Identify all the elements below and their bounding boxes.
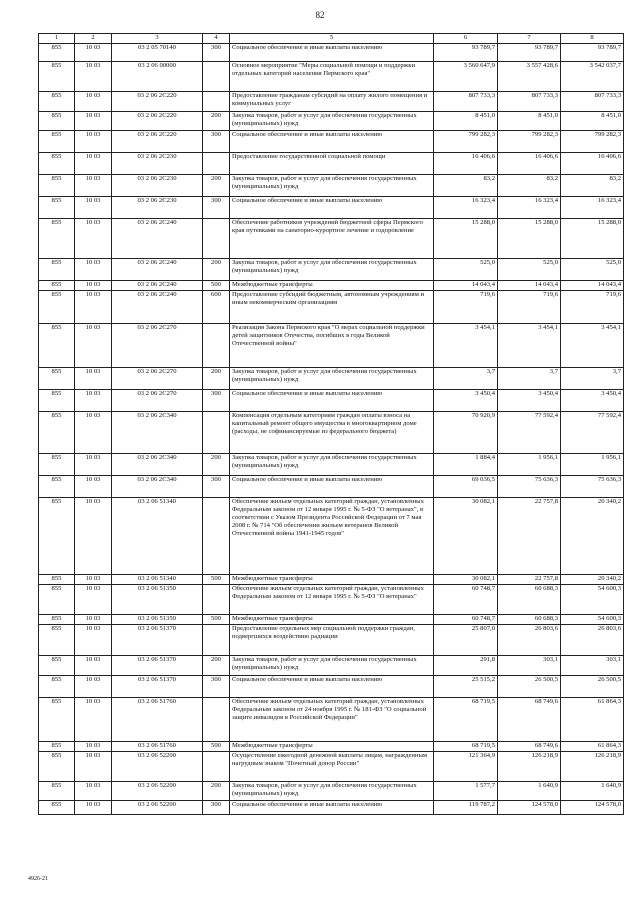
amount-year3-cell: 26 803,6 xyxy=(561,625,624,656)
item-name-cell: Закупка товаров, работ и услуг для обеспечения государственных (муниципальных) нужд xyxy=(230,368,434,390)
table-row xyxy=(39,324,624,368)
admin-code-cell: 855 xyxy=(39,197,75,219)
amount-year3-cell: 77 592,4 xyxy=(561,412,624,454)
amount-year2-cell: 15 288,0 xyxy=(498,219,561,259)
amount-year3-cell: 54 600,3 xyxy=(561,615,624,625)
article-code-cell: 03 2 06 2С240 xyxy=(112,219,203,259)
item-name-cell: Компенсация отдельным категориям граждан оплаты взноса на капитальный ремонт общего имущества в многоквартирном доме (расходы, не софинансируемые из федерального бюджета) xyxy=(230,412,434,454)
amount-year3-cell: 3 542 037,7 xyxy=(561,62,624,92)
amount-year2-cell: 68 749,6 xyxy=(498,698,561,742)
amount-year3-cell: 3 450,4 xyxy=(561,390,624,412)
expense-type-cell: 300 xyxy=(203,476,230,498)
amount-year1-cell: 93 789,7 xyxy=(434,44,498,62)
table-row xyxy=(39,92,624,112)
expense-type-cell: 200 xyxy=(203,656,230,676)
column-number: 7 xyxy=(498,34,561,44)
admin-code-cell: 855 xyxy=(39,498,75,575)
expense-type-cell: 200 xyxy=(203,454,230,476)
section-code-cell: 10 03 xyxy=(75,291,112,324)
item-name-cell: Социальное обеспечение и иные выплаты населению xyxy=(230,390,434,412)
column-number: 3 xyxy=(112,34,203,44)
amount-year3-cell: 1 640,9 xyxy=(561,782,624,801)
item-name-cell: Социальное обеспечение и иные выплаты населению xyxy=(230,197,434,219)
admin-code-cell: 855 xyxy=(39,62,75,92)
item-name-cell: Предоставление гражданам субсидий на оплату жилого помещения и коммунальных услуг xyxy=(230,92,434,112)
expense-type-cell: 600 xyxy=(203,291,230,324)
amount-year1-cell: 70 920,9 xyxy=(434,412,498,454)
amount-year3-cell: 1 956,1 xyxy=(561,454,624,476)
amount-year2-cell: 3 454,1 xyxy=(498,324,561,368)
table-row xyxy=(39,368,624,390)
amount-year3-cell: 124 578,0 xyxy=(561,801,624,815)
article-code-cell: 03 2 06 2С270 xyxy=(112,368,203,390)
column-number: 6 xyxy=(434,34,498,44)
item-name-cell: Социальное обеспечение и иные выплаты населению xyxy=(230,676,434,698)
table-row xyxy=(39,281,624,291)
expense-type-cell xyxy=(203,219,230,259)
amount-year2-cell: 60 688,3 xyxy=(498,585,561,615)
amount-year2-cell: 3,7 xyxy=(498,368,561,390)
amount-year2-cell: 1 956,1 xyxy=(498,454,561,476)
table-row xyxy=(39,153,624,175)
admin-code-cell: 855 xyxy=(39,454,75,476)
item-name-cell: Социальное обеспечение и иные выплаты населению xyxy=(230,476,434,498)
article-code-cell: 03 2 06 2С270 xyxy=(112,390,203,412)
article-code-cell: 03 2 06 2С240 xyxy=(112,281,203,291)
amount-year2-cell: 719,6 xyxy=(498,291,561,324)
amount-year2-cell: 525,0 xyxy=(498,259,561,281)
section-code-cell: 10 03 xyxy=(75,412,112,454)
section-code-cell: 10 03 xyxy=(75,197,112,219)
section-code-cell: 10 03 xyxy=(75,656,112,676)
amount-year3-cell: 93 789,7 xyxy=(561,44,624,62)
item-name-cell: Закупка товаров, работ и услуг для обеспечения государственных (муниципальных) нужд xyxy=(230,656,434,676)
amount-year2-cell: 8 451,0 xyxy=(498,112,561,131)
item-name-cell: Предоставление отдельных мер социальной поддержки граждан, подвергшихся воздействию радиации xyxy=(230,625,434,656)
amount-year1-cell: 1 577,7 xyxy=(434,782,498,801)
table-body xyxy=(39,44,624,815)
table-row xyxy=(39,676,624,698)
table-row xyxy=(39,197,624,219)
amount-year1-cell: 3,7 xyxy=(434,368,498,390)
amount-year2-cell: 22 757,8 xyxy=(498,575,561,585)
amount-year1-cell: 3 560 647,9 xyxy=(434,62,498,92)
column-number: 8 xyxy=(561,34,624,44)
amount-year2-cell: 3 450,4 xyxy=(498,390,561,412)
amount-year1-cell: 121 364,9 xyxy=(434,752,498,782)
amount-year3-cell: 3,7 xyxy=(561,368,624,390)
article-code-cell: 03 2 06 2С220 xyxy=(112,92,203,112)
article-code-cell: 03 2 06 51350 xyxy=(112,615,203,625)
item-name-cell: Социальное обеспечение и иные выплаты населению xyxy=(230,801,434,815)
item-name-cell: Закупка товаров, работ и услуг для обеспечения государственных (муниципальных) нужд xyxy=(230,259,434,281)
amount-year2-cell: 60 688,3 xyxy=(498,615,561,625)
item-name-cell: Реализация Закона Пермского края "О мерах социальной поддержки детей защитников Отечества, погибших в годы Великой Отечественной войны" xyxy=(230,324,434,368)
expense-type-cell xyxy=(203,153,230,175)
table-row xyxy=(39,625,624,656)
expense-type-cell: 300 xyxy=(203,801,230,815)
amount-year2-cell: 22 757,8 xyxy=(498,498,561,575)
amount-year1-cell: 25 807,0 xyxy=(434,625,498,656)
item-name-cell: Осуществление ежегодной денежной выплаты лицам, награжденным нагрудным знаком "Почетный донор России" xyxy=(230,752,434,782)
table-row xyxy=(39,131,624,153)
article-code-cell: 03 2 06 2С230 xyxy=(112,197,203,219)
amount-year3-cell: 525,0 xyxy=(561,259,624,281)
article-code-cell: 03 2 06 51340 xyxy=(112,575,203,585)
section-code-cell: 10 03 xyxy=(75,698,112,742)
amount-year1-cell: 16 406,6 xyxy=(434,153,498,175)
amount-year3-cell: 83,2 xyxy=(561,175,624,197)
column-number: 2 xyxy=(75,34,112,44)
section-code-cell: 10 03 xyxy=(75,801,112,815)
amount-year2-cell: 124 578,0 xyxy=(498,801,561,815)
amount-year1-cell: 719,6 xyxy=(434,291,498,324)
table-row xyxy=(39,62,624,92)
table-row xyxy=(39,219,624,259)
article-code-cell: 03 2 06 2С230 xyxy=(112,175,203,197)
table-row xyxy=(39,259,624,281)
expense-type-cell xyxy=(203,698,230,742)
admin-code-cell: 855 xyxy=(39,575,75,585)
table-row xyxy=(39,656,624,676)
amount-year2-cell: 68 749,6 xyxy=(498,742,561,752)
table-row xyxy=(39,498,624,575)
section-code-cell: 10 03 xyxy=(75,44,112,62)
table-row xyxy=(39,454,624,476)
item-name-cell: Межбюджетные трансферты xyxy=(230,575,434,585)
expense-type-cell: 300 xyxy=(203,676,230,698)
amount-year3-cell: 15 288,0 xyxy=(561,219,624,259)
article-code-cell: 03 2 06 00000 xyxy=(112,62,203,92)
admin-code-cell: 855 xyxy=(39,390,75,412)
amount-year1-cell: 60 748,7 xyxy=(434,585,498,615)
admin-code-cell: 855 xyxy=(39,752,75,782)
amount-year1-cell: 119 787,2 xyxy=(434,801,498,815)
expense-type-cell xyxy=(203,585,230,615)
admin-code-cell: 855 xyxy=(39,742,75,752)
amount-year3-cell: 303,1 xyxy=(561,656,624,676)
table-row xyxy=(39,742,624,752)
table-row xyxy=(39,575,624,585)
item-name-cell: Закупка товаров, работ и услуг для обеспечения государственных (муниципальных) нужд xyxy=(230,112,434,131)
amount-year2-cell: 26 803,6 xyxy=(498,625,561,656)
amount-year2-cell: 3 557 428,6 xyxy=(498,62,561,92)
admin-code-cell: 855 xyxy=(39,131,75,153)
item-name-cell: Социальное обеспечение и иные выплаты населению xyxy=(230,131,434,153)
amount-year3-cell: 719,6 xyxy=(561,291,624,324)
amount-year1-cell: 14 043,4 xyxy=(434,281,498,291)
article-code-cell: 03 2 06 51350 xyxy=(112,585,203,615)
section-code-cell: 10 03 xyxy=(75,575,112,585)
item-name-cell: Межбюджетные трансферты xyxy=(230,742,434,752)
item-name-cell: Основное мероприятие "Меры социальной помощи и поддержки отдельных категорий населения Пермского края" xyxy=(230,62,434,92)
amount-year3-cell: 16 323,4 xyxy=(561,197,624,219)
amount-year3-cell: 8 451,0 xyxy=(561,112,624,131)
expense-type-cell: 300 xyxy=(203,390,230,412)
amount-year2-cell: 75 636,3 xyxy=(498,476,561,498)
amount-year1-cell: 291,8 xyxy=(434,656,498,676)
item-name-cell: Межбюджетные трансферты xyxy=(230,281,434,291)
admin-code-cell: 855 xyxy=(39,656,75,676)
amount-year3-cell: 3 454,1 xyxy=(561,324,624,368)
amount-year2-cell: 93 789,7 xyxy=(498,44,561,62)
expense-type-cell: 200 xyxy=(203,368,230,390)
amount-year2-cell: 799 282,3 xyxy=(498,131,561,153)
admin-code-cell: 855 xyxy=(39,476,75,498)
section-code-cell: 10 03 xyxy=(75,752,112,782)
amount-year2-cell: 303,1 xyxy=(498,656,561,676)
amount-year1-cell: 807 733,3 xyxy=(434,92,498,112)
section-code-cell: 10 03 xyxy=(75,112,112,131)
expense-type-cell xyxy=(203,324,230,368)
article-code-cell: 03 2 06 51760 xyxy=(112,698,203,742)
amount-year1-cell: 60 748,7 xyxy=(434,615,498,625)
table-row xyxy=(39,782,624,801)
amount-year1-cell: 16 323,4 xyxy=(434,197,498,219)
amount-year2-cell: 1 640,9 xyxy=(498,782,561,801)
column-number-row xyxy=(39,34,624,44)
admin-code-cell: 855 xyxy=(39,44,75,62)
amount-year3-cell: 20 340,2 xyxy=(561,498,624,575)
expense-type-cell xyxy=(203,752,230,782)
amount-year3-cell: 20 340,2 xyxy=(561,575,624,585)
table-row xyxy=(39,801,624,815)
admin-code-cell: 855 xyxy=(39,219,75,259)
table-row xyxy=(39,412,624,454)
expense-type-cell: 200 xyxy=(203,112,230,131)
amount-year1-cell: 83,2 xyxy=(434,175,498,197)
expense-type-cell: 500 xyxy=(203,575,230,585)
table-row xyxy=(39,291,624,324)
amount-year1-cell: 3 454,1 xyxy=(434,324,498,368)
admin-code-cell: 855 xyxy=(39,698,75,742)
section-code-cell: 10 03 xyxy=(75,175,112,197)
page-number: 82 xyxy=(315,10,325,20)
article-code-cell: 03 2 06 2С340 xyxy=(112,412,203,454)
amount-year3-cell: 807 733,3 xyxy=(561,92,624,112)
expense-type-cell xyxy=(203,625,230,656)
article-code-cell: 03 2 06 2С240 xyxy=(112,291,203,324)
admin-code-cell: 855 xyxy=(39,175,75,197)
article-code-cell: 03 2 06 2С230 xyxy=(112,153,203,175)
expense-type-cell: 300 xyxy=(203,131,230,153)
amount-year3-cell: 75 636,3 xyxy=(561,476,624,498)
expense-type-cell xyxy=(203,92,230,112)
expense-type-cell: 500 xyxy=(203,615,230,625)
amount-year1-cell: 15 288,0 xyxy=(434,219,498,259)
amount-year1-cell: 30 082,1 xyxy=(434,498,498,575)
expense-type-cell: 200 xyxy=(203,259,230,281)
expense-type-cell: 200 xyxy=(203,782,230,801)
article-code-cell: 03 2 05 70140 xyxy=(112,44,203,62)
admin-code-cell: 855 xyxy=(39,259,75,281)
amount-year3-cell: 61 864,3 xyxy=(561,742,624,752)
table-row xyxy=(39,175,624,197)
amount-year1-cell: 68 719,5 xyxy=(434,742,498,752)
amount-year1-cell: 8 451,0 xyxy=(434,112,498,131)
amount-year2-cell: 14 043,4 xyxy=(498,281,561,291)
article-code-cell: 03 2 06 51760 xyxy=(112,742,203,752)
admin-code-cell: 855 xyxy=(39,625,75,656)
budget-table xyxy=(38,33,624,815)
amount-year3-cell: 126 218,9 xyxy=(561,752,624,782)
section-code-cell: 10 03 xyxy=(75,585,112,615)
item-name-cell: Обеспечение жильем отдельных категорий граждан, установленных Федеральным законом от 12 января 1995 г. № 5-ФЗ "О ветеранах" xyxy=(230,585,434,615)
section-code-cell: 10 03 xyxy=(75,368,112,390)
article-code-cell: 03 2 06 2С240 xyxy=(112,259,203,281)
table-row xyxy=(39,752,624,782)
admin-code-cell: 855 xyxy=(39,324,75,368)
admin-code-cell: 855 xyxy=(39,585,75,615)
amount-year1-cell: 799 282,3 xyxy=(434,131,498,153)
footer-code: 4926-21 xyxy=(28,876,48,882)
table-row xyxy=(39,585,624,615)
column-number: 1 xyxy=(39,34,75,44)
admin-code-cell: 855 xyxy=(39,112,75,131)
expense-type-cell: 500 xyxy=(203,281,230,291)
column-number: 5 xyxy=(230,34,434,44)
section-code-cell: 10 03 xyxy=(75,676,112,698)
amount-year2-cell: 16 323,4 xyxy=(498,197,561,219)
admin-code-cell: 855 xyxy=(39,291,75,324)
item-name-cell: Предоставление субсидий бюджетным, автономным учреждениям и иным некоммерческим организациям xyxy=(230,291,434,324)
admin-code-cell: 855 xyxy=(39,676,75,698)
section-code-cell: 10 03 xyxy=(75,742,112,752)
amount-year3-cell: 799 282,3 xyxy=(561,131,624,153)
amount-year1-cell: 3 450,4 xyxy=(434,390,498,412)
amount-year1-cell: 525,0 xyxy=(434,259,498,281)
amount-year2-cell: 807 733,3 xyxy=(498,92,561,112)
amount-year2-cell: 77 592,4 xyxy=(498,412,561,454)
item-name-cell: Межбюджетные трансферты xyxy=(230,615,434,625)
section-code-cell: 10 03 xyxy=(75,219,112,259)
item-name-cell: Закупка товаров, работ и услуг для обеспечения государственных (муниципальных) нужд xyxy=(230,454,434,476)
amount-year3-cell: 61 864,3 xyxy=(561,698,624,742)
article-code-cell: 03 2 06 2С340 xyxy=(112,454,203,476)
admin-code-cell: 855 xyxy=(39,368,75,390)
section-code-cell: 10 03 xyxy=(75,281,112,291)
section-code-cell: 10 03 xyxy=(75,92,112,112)
amount-year3-cell: 14 043,4 xyxy=(561,281,624,291)
item-name-cell: Социальное обеспечение и иные выплаты населению xyxy=(230,44,434,62)
article-code-cell: 03 2 06 52200 xyxy=(112,752,203,782)
admin-code-cell: 855 xyxy=(39,92,75,112)
section-code-cell: 10 03 xyxy=(75,390,112,412)
section-code-cell: 10 03 xyxy=(75,324,112,368)
expense-type-cell xyxy=(203,498,230,575)
section-code-cell: 10 03 xyxy=(75,131,112,153)
section-code-cell: 10 03 xyxy=(75,615,112,625)
admin-code-cell: 855 xyxy=(39,153,75,175)
table-row xyxy=(39,390,624,412)
amount-year1-cell: 25 515,2 xyxy=(434,676,498,698)
section-code-cell: 10 03 xyxy=(75,782,112,801)
article-code-cell: 03 2 06 51370 xyxy=(112,625,203,656)
section-code-cell: 10 03 xyxy=(75,498,112,575)
item-name-cell: Обеспечение работников учреждений бюджетной сферы Пермского края путевками на санаторно-курортное лечение и оздоровление xyxy=(230,219,434,259)
amount-year1-cell: 69 036,5 xyxy=(434,476,498,498)
section-code-cell: 10 03 xyxy=(75,62,112,92)
item-name-cell: Закупка товаров, работ и услуг для обеспечения государственных (муниципальных) нужд xyxy=(230,782,434,801)
section-code-cell: 10 03 xyxy=(75,259,112,281)
article-code-cell: 03 2 06 2С220 xyxy=(112,112,203,131)
expense-type-cell: 300 xyxy=(203,197,230,219)
amount-year1-cell: 1 884,4 xyxy=(434,454,498,476)
section-code-cell: 10 03 xyxy=(75,476,112,498)
article-code-cell: 03 2 06 51370 xyxy=(112,656,203,676)
article-code-cell: 03 2 06 2С270 xyxy=(112,324,203,368)
amount-year2-cell: 126 218,9 xyxy=(498,752,561,782)
table-row xyxy=(39,698,624,742)
section-code-cell: 10 03 xyxy=(75,454,112,476)
item-name-cell: Обеспечение жильем отдельных категорий граждан, установленных Федеральным законом от 12 января 1995 г. № 5-ФЗ "О ветеранах", в соответствии с Указом Президента Российской Федерации от 7 мая 2008 г. № 714 "Об обеспечении жильем ветеранов Великой Отечественной войны 1941-1945 годов" xyxy=(230,498,434,575)
expense-type-cell: 500 xyxy=(203,742,230,752)
expense-type-cell xyxy=(203,412,230,454)
amount-year2-cell: 16 406,6 xyxy=(498,153,561,175)
admin-code-cell: 855 xyxy=(39,615,75,625)
table-row xyxy=(39,615,624,625)
admin-code-cell: 855 xyxy=(39,801,75,815)
section-code-cell: 10 03 xyxy=(75,153,112,175)
admin-code-cell: 855 xyxy=(39,412,75,454)
amount-year3-cell: 16 406,6 xyxy=(561,153,624,175)
expense-type-cell: 300 xyxy=(203,44,230,62)
article-code-cell: 03 2 06 52200 xyxy=(112,782,203,801)
amount-year3-cell: 26 500,5 xyxy=(561,676,624,698)
article-code-cell: 03 2 06 51340 xyxy=(112,498,203,575)
section-code-cell: 10 03 xyxy=(75,625,112,656)
amount-year3-cell: 54 600,3 xyxy=(561,585,624,615)
expense-type-cell xyxy=(203,62,230,92)
table-row xyxy=(39,44,624,62)
table-row xyxy=(39,476,624,498)
table-row xyxy=(39,112,624,131)
item-name-cell: Закупка товаров, работ и услуг для обеспечения государственных (муниципальных) нужд xyxy=(230,175,434,197)
amount-year2-cell: 83,2 xyxy=(498,175,561,197)
article-code-cell: 03 2 06 2С340 xyxy=(112,476,203,498)
article-code-cell: 03 2 06 52200 xyxy=(112,801,203,815)
amount-year1-cell: 30 082,1 xyxy=(434,575,498,585)
article-code-cell: 03 2 06 51370 xyxy=(112,676,203,698)
item-name-cell: Предоставление государственной социальной помощи xyxy=(230,153,434,175)
article-code-cell: 03 2 06 2С220 xyxy=(112,131,203,153)
amount-year2-cell: 26 500,5 xyxy=(498,676,561,698)
item-name-cell: Обеспечение жильем отдельных категорий граждан, установленных Федеральным законом от 24 ноября 1995 г. № 181-ФЗ "О социальной защите инвалидов в Российской Федерации" xyxy=(230,698,434,742)
admin-code-cell: 855 xyxy=(39,782,75,801)
expense-type-cell: 200 xyxy=(203,175,230,197)
amount-year1-cell: 68 719,5 xyxy=(434,698,498,742)
column-number: 4 xyxy=(203,34,230,44)
admin-code-cell: 855 xyxy=(39,281,75,291)
